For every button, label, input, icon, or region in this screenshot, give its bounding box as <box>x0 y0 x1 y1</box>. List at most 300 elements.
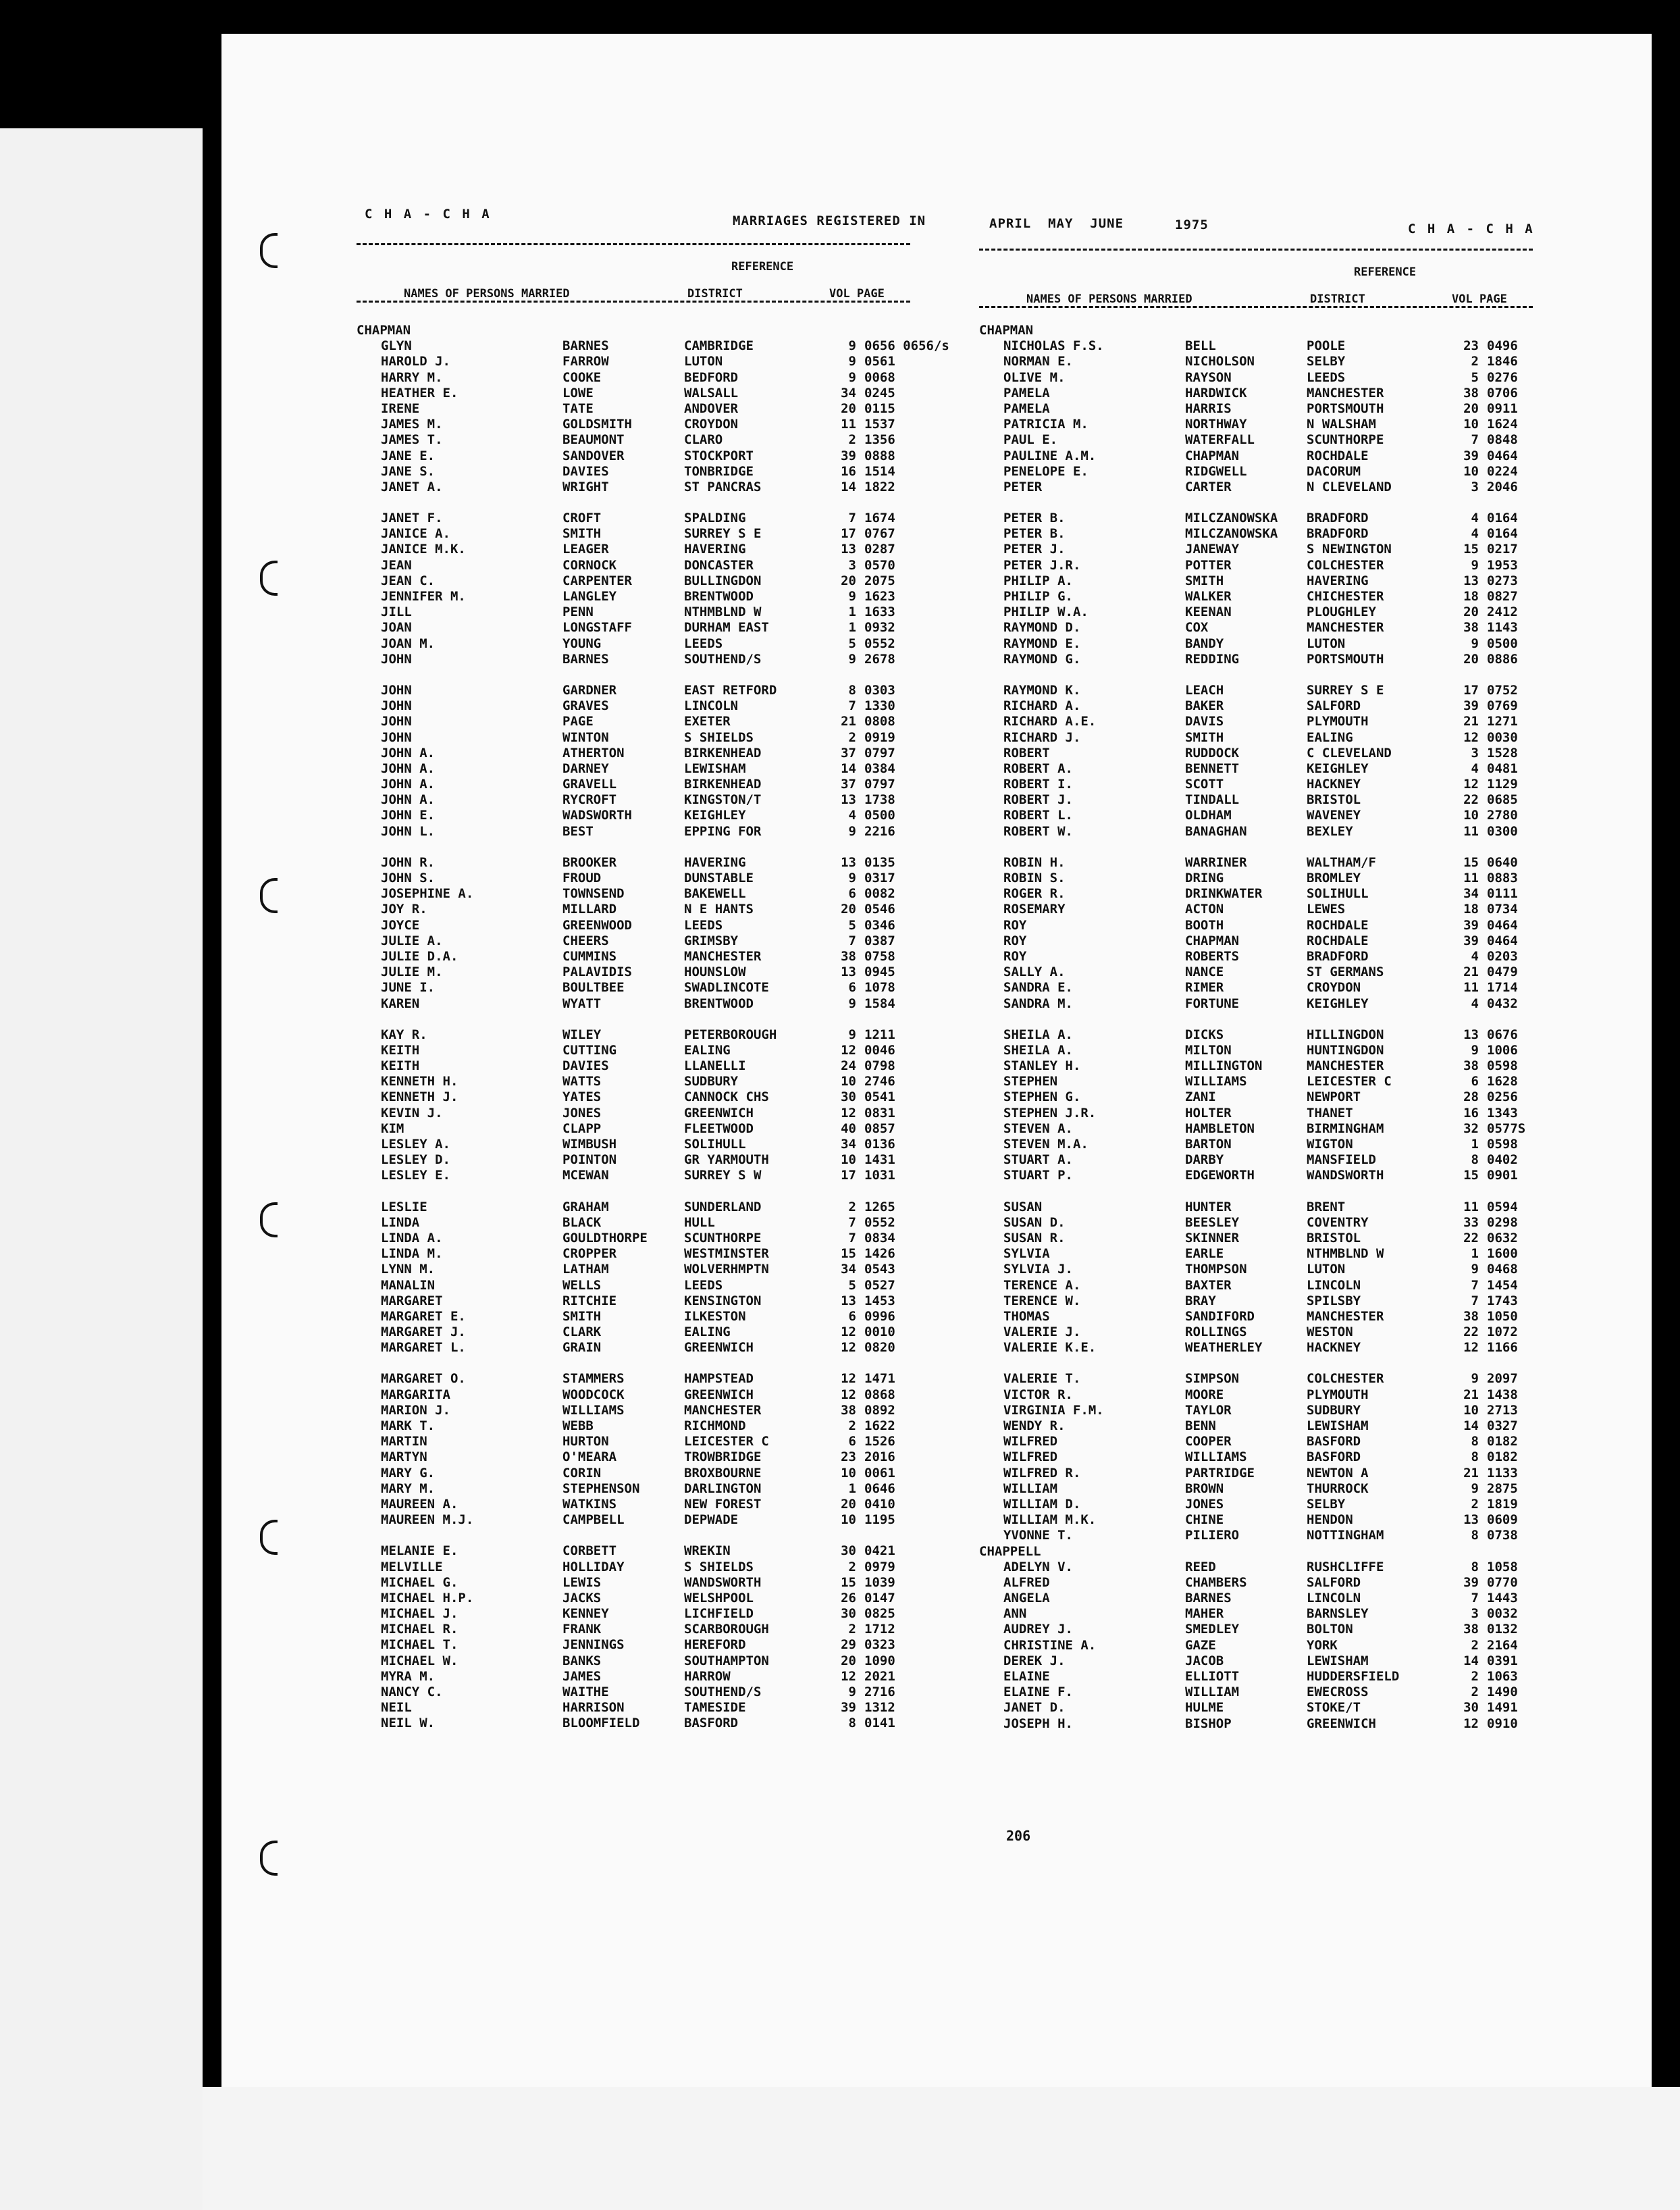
entry-row <box>979 636 1533 652</box>
spouse-surname: GARDNER <box>562 682 617 698</box>
entry-row <box>979 1231 1533 1246</box>
volume: 6 <box>1471 1074 1479 1089</box>
spouse-surname: BISHOP <box>1185 1716 1232 1731</box>
district: SALFORD <box>1307 698 1361 714</box>
spouse-surname: RITCHIE <box>562 1293 617 1308</box>
forenames: RAYMOND K. <box>1003 682 1081 698</box>
spouse-surname: BARNES <box>562 338 609 354</box>
entry-row <box>357 1543 910 1559</box>
volume: 3 <box>1471 1606 1479 1622</box>
forenames: VICTOR R. <box>1003 1387 1073 1402</box>
volume: 12 <box>841 1105 856 1121</box>
entry-row <box>979 855 1533 871</box>
forenames: JANE E. <box>381 448 436 463</box>
forenames: PAMELA <box>1003 385 1050 401</box>
entry-row <box>979 918 1533 933</box>
district: BULLINGDON <box>684 573 762 588</box>
entry-row <box>979 761 1533 777</box>
forenames: JOHN <box>381 682 412 698</box>
spouse-surname: BOULTBEE <box>562 980 625 996</box>
spouse-surname: JAMES <box>562 1668 602 1684</box>
page-ref: 0245 <box>864 385 895 401</box>
page-ref: 0030 <box>1487 729 1518 745</box>
page-ref: 1537 <box>864 417 895 432</box>
volume: 39 <box>1463 917 1479 933</box>
spouse-surname: JANEWAY <box>1185 542 1240 557</box>
forenames: JEAN <box>381 557 412 573</box>
spouse-surname: CHAMBERS <box>1185 1574 1247 1590</box>
district: LEICESTER C <box>684 1434 769 1449</box>
spouse-surname: BANDY <box>1185 636 1224 651</box>
page-ref: 0827 <box>1487 589 1518 604</box>
volume: 32 <box>1463 1121 1479 1136</box>
spouse-surname: BANKS <box>562 1653 602 1668</box>
forenames: SUSAN D. <box>1003 1214 1066 1230</box>
spouse-surname: CARTER <box>1185 479 1232 494</box>
spouse-surname: DAVIES <box>562 1058 609 1074</box>
volume: 12 <box>1463 729 1479 745</box>
district: CANNOCK CHS <box>684 1089 769 1105</box>
page-title: MARRIAGES REGISTERED IN <box>733 213 926 228</box>
page-ref: 1454 <box>1487 1277 1518 1293</box>
district: WALTHAM/F <box>1307 854 1376 870</box>
entry-row <box>357 1027 910 1043</box>
district: PLYMOUTH <box>1307 714 1369 729</box>
district: EXETER <box>684 714 731 729</box>
forenames: MAUREEN M.J. <box>381 1512 474 1528</box>
volume: 4 <box>848 808 856 823</box>
entry-row <box>357 886 910 902</box>
spouse-surname: BEAUMONT <box>562 432 625 448</box>
entry-row <box>357 746 910 761</box>
page-ref: 1584 <box>864 996 895 1011</box>
forenames: ROBERT A. <box>1003 761 1073 776</box>
volume: 2 <box>848 432 856 448</box>
spouse-surname: BAXTER <box>1185 1277 1232 1293</box>
volume: 1 <box>848 1481 856 1496</box>
volume: 7 <box>1471 432 1479 448</box>
volume: 12 <box>841 1325 856 1340</box>
entry-row <box>979 417 1533 432</box>
entry-row <box>357 996 910 1012</box>
forenames: NEIL <box>381 1700 412 1716</box>
district: KENSINGTON <box>684 1293 762 1308</box>
volume: 12 <box>841 1371 856 1387</box>
entry-row <box>979 1043 1533 1058</box>
entry-row <box>357 1246 910 1262</box>
page-ref: 1063 <box>1487 1669 1518 1684</box>
forenames: NEIL W. <box>381 1716 436 1731</box>
forenames: JAMES M. <box>381 417 443 432</box>
forenames: MICHAEL W. <box>381 1653 458 1668</box>
entry-row <box>979 1403 1533 1418</box>
entry-row <box>357 1653 910 1669</box>
forenames: MICHAEL T. <box>381 1637 458 1653</box>
volume: 38 <box>1463 1622 1479 1637</box>
district: STOCKPORT <box>684 448 754 463</box>
entry-row <box>979 1685 1533 1700</box>
district: KINGSTON/T <box>684 792 762 808</box>
spouse-surname: WEBB <box>562 1418 594 1433</box>
page-ref: 0527 <box>864 1277 895 1293</box>
entry-row <box>979 401 1533 417</box>
volume: 12 <box>841 1668 856 1684</box>
spouse-surname: CUTTING <box>562 1042 617 1058</box>
district: SELBY <box>1307 1496 1346 1512</box>
district: GR YARMOUTH <box>684 1152 769 1168</box>
entry-row <box>357 965 910 980</box>
entry-row <box>357 1512 910 1528</box>
entry-row <box>357 1716 910 1731</box>
spouse-surname: HUNTER <box>1185 1199 1232 1214</box>
district: GRIMSBY <box>684 933 739 948</box>
forenames: NORMAN E. <box>1003 354 1073 369</box>
page-ref: 0432 <box>1487 996 1518 1011</box>
spouse-surname: POTTER <box>1185 557 1232 573</box>
page-ref: 0848 <box>1487 432 1518 448</box>
page-ref: 0276 <box>1487 369 1518 385</box>
district: GREENWICH <box>684 1105 754 1121</box>
entry-row <box>979 1074 1533 1089</box>
spouse-surname: MILLARD <box>562 902 617 917</box>
entry-row <box>979 480 1533 495</box>
district: HOUNSLOW <box>684 965 746 980</box>
page-ref: 0767 <box>864 526 895 542</box>
page-ref: 0479 <box>1487 965 1518 980</box>
forenames: STANLEY H. <box>1003 1058 1081 1074</box>
entry-row <box>357 1606 910 1622</box>
forenames: MARGARET E. <box>381 1308 466 1324</box>
entry-row <box>979 730 1533 746</box>
group-gap <box>979 1184 1533 1200</box>
district: LEWISHAM <box>1307 1418 1369 1433</box>
volume: 10 <box>841 1152 856 1168</box>
page-ref: 1453 <box>864 1293 895 1308</box>
entry-row <box>357 526 910 542</box>
forenames: TERENCE W. <box>1003 1293 1081 1308</box>
district: HAVERING <box>684 854 746 870</box>
scan-edge <box>0 128 203 2210</box>
entry-row <box>979 386 1533 401</box>
volume: 38 <box>1463 1058 1479 1074</box>
page-ref: 1195 <box>864 1512 895 1528</box>
district: MANCHESTER <box>1307 1308 1384 1324</box>
entry-row <box>357 354 910 369</box>
entry-row <box>979 1481 1533 1497</box>
forenames: HEATHER E. <box>381 385 458 401</box>
spouse-surname: WEATHERLEY <box>1185 1340 1263 1356</box>
volume: 13 <box>1463 1027 1479 1042</box>
district: BAKEWELL <box>684 886 746 902</box>
page-ref: 1356 <box>864 432 895 448</box>
forenames: JANICE A. <box>381 526 450 542</box>
spouse-surname: RIMER <box>1185 980 1224 996</box>
volume: 8 <box>1471 1434 1479 1449</box>
forenames: WILFRED <box>1003 1434 1058 1449</box>
district: WANDSWORTH <box>684 1574 762 1590</box>
forenames: SHEILA A. <box>1003 1042 1073 1058</box>
volume: 9 <box>848 589 856 604</box>
entry-row <box>357 558 910 573</box>
spouse-surname: EARLE <box>1185 1246 1224 1262</box>
page-ref: 0769 <box>1487 698 1518 714</box>
forenames: SYLVIA <box>1003 1246 1050 1262</box>
entry-row <box>979 1200 1533 1215</box>
forenames: MELANIE E. <box>381 1543 458 1559</box>
page-ref: 0182 <box>1487 1434 1518 1449</box>
spouse-surname: EDGEWORTH <box>1185 1168 1255 1183</box>
district: PLOUGHLEY <box>1307 605 1376 620</box>
forenames: VALERIE K.E. <box>1003 1340 1097 1356</box>
spouse-surname: CHAPMAN <box>1185 933 1240 948</box>
page-ref: 1050 <box>1487 1308 1518 1324</box>
volume: 11 <box>1463 823 1479 839</box>
forenames: JULIE M. <box>381 965 443 980</box>
volume: 8 <box>848 1716 856 1731</box>
entry-row <box>979 652 1533 667</box>
volume: 12 <box>841 1387 856 1402</box>
page-ref: 2716 <box>864 1685 895 1699</box>
forenames: HARRY M. <box>381 369 443 385</box>
district: CLARO <box>684 432 723 448</box>
volume: 14 <box>841 479 856 494</box>
spouse-surname: FROUD <box>562 871 602 885</box>
district: BRENT <box>1307 1199 1346 1214</box>
forenames: JOAN M. <box>381 636 436 651</box>
volume: 5 <box>1471 369 1479 385</box>
forenames: PETER J. <box>1003 542 1066 557</box>
page-ref: 1426 <box>864 1246 895 1262</box>
spouse-surname: WILLIAM <box>1185 1685 1240 1700</box>
page-ref: 1133 <box>1487 1465 1518 1481</box>
volume: 14 <box>841 761 856 776</box>
page-ref: 0752 <box>1487 682 1518 698</box>
district: LEWISHAM <box>684 761 746 776</box>
forenames: RAYMOND E. <box>1003 636 1081 651</box>
volume: 1 <box>848 620 856 636</box>
entry-row <box>357 1481 910 1497</box>
district: SWADLINCOTE <box>684 980 769 996</box>
page-ref: 0136 <box>864 1137 895 1152</box>
group-gap <box>357 840 910 855</box>
district: NEWPORT <box>1307 1089 1361 1105</box>
page-ref: 1129 <box>1487 777 1518 792</box>
page-ref: 1271 <box>1487 714 1518 729</box>
vol-page-header: VOL PAGE <box>829 287 885 301</box>
volume: 13 <box>841 1293 856 1308</box>
volume: 30 <box>841 1089 856 1105</box>
page-ref: 0141 <box>864 1716 895 1731</box>
page-ref: 0552 <box>864 636 895 651</box>
district: SOUTHEND/S <box>684 1685 762 1699</box>
page-ref: 0738 <box>1487 1528 1518 1543</box>
page-ref: 1166 <box>1487 1340 1518 1356</box>
page-ref: 2678 <box>864 651 895 667</box>
page-ref: 0552 <box>864 1214 895 1230</box>
district: EALING <box>684 1325 731 1340</box>
page-ref: 1072 <box>1487 1325 1518 1340</box>
forenames: MYRA M. <box>381 1668 436 1684</box>
page-ref: 1633 <box>864 605 895 620</box>
district: BIRKENHEAD <box>684 745 762 761</box>
district: BEDFORD <box>684 369 739 385</box>
page-ref: 1628 <box>1487 1074 1518 1089</box>
spouse-surname: TINDALL <box>1185 792 1240 808</box>
page-ref: 1330 <box>864 698 895 714</box>
forenames: STEPHEN J.R. <box>1003 1105 1097 1121</box>
spouse-surname: CAMPBELL <box>562 1512 625 1528</box>
entry-row <box>979 370 1533 386</box>
entry-row <box>357 902 910 917</box>
district: BRISTOL <box>1307 792 1361 808</box>
page-ref: 0577S <box>1487 1121 1526 1136</box>
entry-row <box>357 824 910 840</box>
district: HILLINGDON <box>1307 1027 1384 1042</box>
volume: 12 <box>1463 1340 1479 1356</box>
district: BASFORD <box>1307 1434 1361 1449</box>
names-header: NAMES OF PERSONS MARRIED <box>404 287 570 301</box>
page-ref: 0919 <box>864 729 895 745</box>
surname-heading <box>979 1544 1533 1560</box>
volume: 4 <box>1471 761 1479 776</box>
entry-row <box>979 683 1533 698</box>
page-ref: 1431 <box>864 1152 895 1168</box>
forenames: ELAINE <box>1003 1669 1050 1684</box>
entry-row <box>979 1168 1533 1183</box>
spouse-surname: BANAGHAN <box>1185 823 1247 839</box>
page-ref: 0888 <box>864 448 895 463</box>
entry-row <box>979 1434 1533 1449</box>
district: BASFORD <box>684 1716 739 1731</box>
spouse-surname: PARTRIDGE <box>1185 1465 1255 1481</box>
forenames: JANICE M.K. <box>381 542 466 557</box>
spouse-surname: WAITHE <box>562 1685 609 1699</box>
spouse-surname: GREENWOOD <box>562 917 632 933</box>
page-ref: 2780 <box>1487 808 1518 823</box>
entry-row <box>979 542 1533 557</box>
forenames: JULIE A. <box>381 933 443 948</box>
spouse-surname: SANDIFORD <box>1185 1308 1255 1324</box>
spouse-surname: BRAY <box>1185 1293 1216 1308</box>
district: KEIGHLEY <box>1307 761 1369 776</box>
volume: 6 <box>848 886 856 902</box>
forenames: YVONNE T. <box>1003 1528 1073 1543</box>
district: MANCHESTER <box>684 948 762 964</box>
page-ref: 0598 <box>1487 1058 1518 1074</box>
spouse-surname: WINTON <box>562 729 609 745</box>
district: EWECROSS <box>1307 1685 1369 1700</box>
page-ref: 1090 <box>864 1653 895 1668</box>
page-ref: 1622 <box>864 1418 895 1433</box>
forenames: KENNETH J. <box>381 1089 458 1105</box>
forenames: JILL <box>381 605 412 620</box>
district: EALING <box>684 1042 731 1058</box>
spouse-surname: MOORE <box>1185 1387 1224 1402</box>
spouse-surname: BENNETT <box>1185 761 1240 776</box>
forenames: SUSAN R. <box>1003 1230 1066 1245</box>
entry-row <box>357 1497 910 1512</box>
forenames: PAMELA <box>1003 401 1050 416</box>
forenames: ANN <box>1003 1606 1027 1622</box>
volume: 21 <box>1463 1387 1479 1402</box>
volume: 7 <box>1471 1277 1479 1293</box>
district: LINCOLN <box>684 698 739 714</box>
spouse-surname: LONGSTAFF <box>562 620 632 636</box>
district: WREKIN <box>684 1543 731 1559</box>
entry-row <box>979 573 1533 589</box>
page-ref: 1438 <box>1487 1387 1518 1402</box>
volume: 2 <box>1471 1669 1479 1684</box>
volume: 9 <box>848 1685 856 1699</box>
entry-row <box>357 652 910 667</box>
entry-row <box>357 1152 910 1168</box>
page-ref: 1006 <box>1487 1042 1518 1058</box>
forenames: PAUL E. <box>1003 432 1058 448</box>
names-header: NAMES OF PERSONS MARRIED <box>1026 292 1192 306</box>
district: HUDDERSFIELD <box>1307 1669 1400 1684</box>
spouse-surname: BLACK <box>562 1214 602 1230</box>
entry-row <box>357 918 910 933</box>
page-ref: 0797 <box>864 777 895 792</box>
spouse-surname: DARNEY <box>562 761 609 776</box>
district: SCUNTHORPE <box>1307 432 1384 448</box>
page-ref: 0387 <box>864 933 895 948</box>
spouse-surname: JACKS <box>562 1590 602 1605</box>
page-ref: 1031 <box>864 1168 895 1183</box>
spouse-surname: DAVIS <box>1185 714 1224 729</box>
forenames: WILFRED <box>1003 1449 1058 1465</box>
district: CAMBRIDGE <box>684 338 754 354</box>
entry-row <box>979 354 1533 369</box>
district: BROMLEY <box>1307 871 1361 885</box>
forenames: MARGARET L. <box>381 1340 466 1356</box>
page-ref: 0046 <box>864 1042 895 1058</box>
forenames: SANDRA E. <box>1003 980 1073 996</box>
page-ref: 0543 <box>864 1262 895 1277</box>
volume: 9 <box>1471 557 1479 573</box>
entry-row <box>357 464 910 480</box>
volume: 3 <box>1471 479 1479 494</box>
spouse-surname: RYCROFT <box>562 792 617 808</box>
volume: 38 <box>1463 1308 1479 1324</box>
entry-row <box>979 464 1533 480</box>
spouse-surname: NANCE <box>1185 965 1224 980</box>
forenames: VIRGINIA F.M. <box>1003 1402 1104 1418</box>
page-ref: 0834 <box>864 1230 895 1245</box>
column-header <box>979 251 1533 306</box>
entry-row <box>357 1466 910 1481</box>
entry-row <box>979 1058 1533 1074</box>
district: THURROCK <box>1307 1481 1369 1496</box>
forenames: MARTIN <box>381 1434 427 1449</box>
spouse-surname: BLOOMFIELD <box>562 1716 640 1731</box>
volume: 8 <box>1471 1449 1479 1465</box>
district: MANCHESTER <box>1307 1058 1384 1074</box>
spouse-surname: SMITH <box>1185 729 1224 745</box>
forenames: JOHN A. <box>381 761 436 776</box>
entry-row <box>357 1309 910 1325</box>
forenames: THOMAS <box>1003 1308 1050 1324</box>
page-ref: 0685 <box>1487 792 1518 808</box>
district: BARNSLEY <box>1307 1606 1369 1622</box>
entry-row <box>979 511 1533 526</box>
entry-row <box>979 1215 1533 1231</box>
spouse-surname: DRING <box>1185 871 1224 885</box>
volume: 4 <box>1471 526 1479 542</box>
page-ref: 0402 <box>1487 1152 1518 1168</box>
forenames: JOHN <box>381 698 412 714</box>
district: NOTTINGHAM <box>1307 1528 1384 1543</box>
